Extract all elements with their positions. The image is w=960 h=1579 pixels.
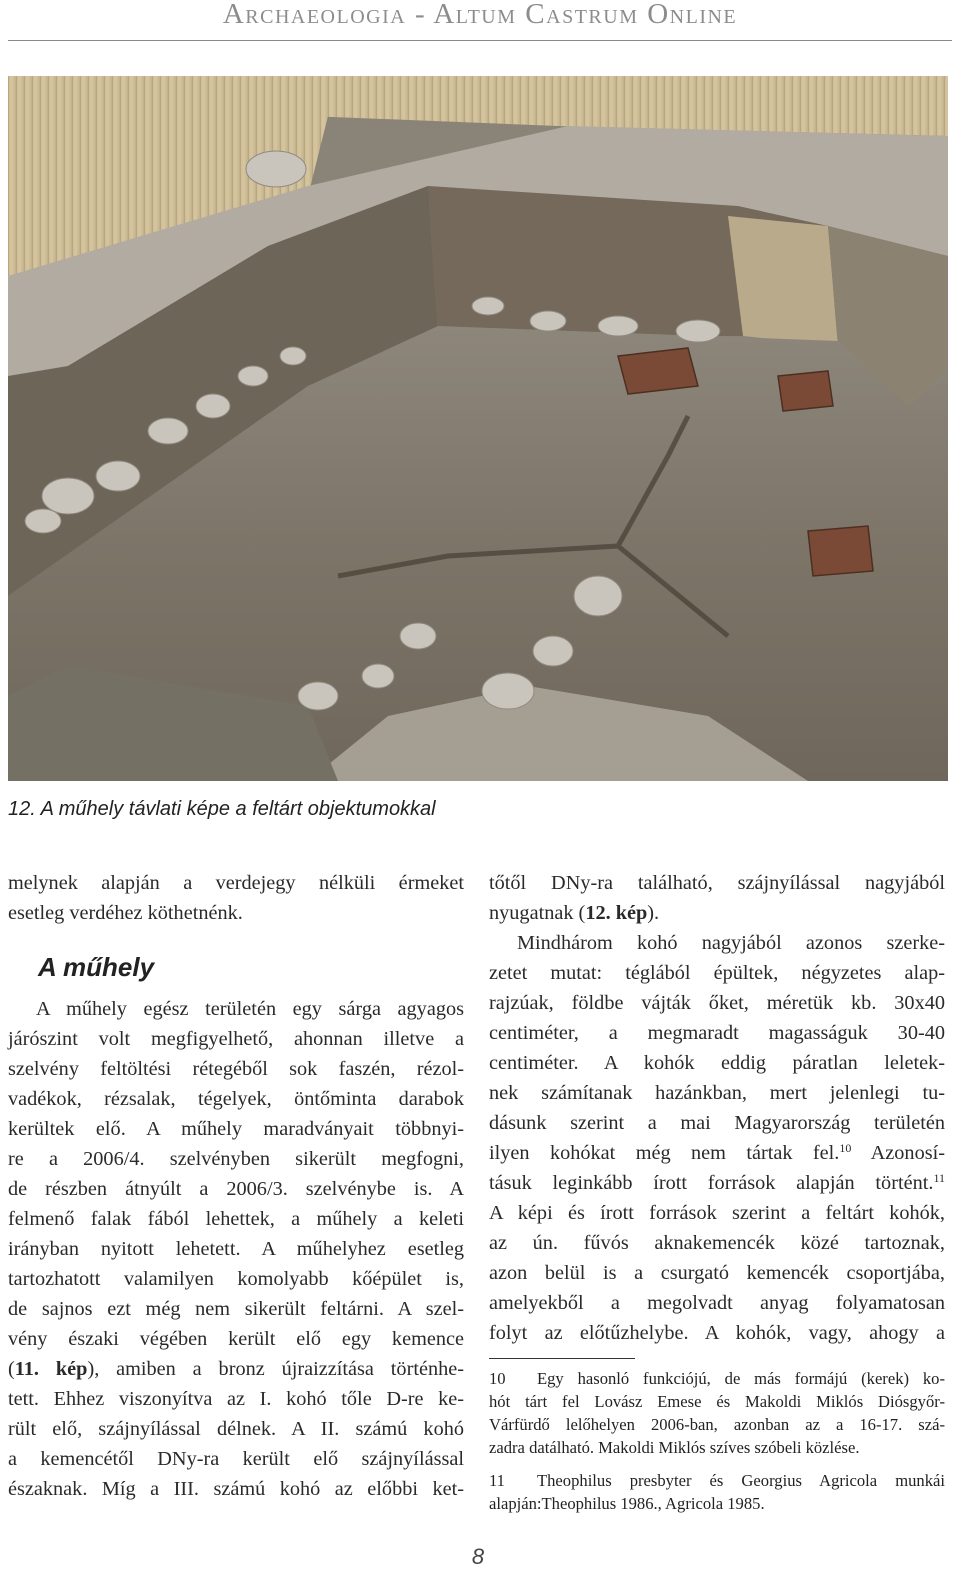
body-line: az ún. fűvós aknakemencék közé tartoznak, (489, 1232, 945, 1254)
body-line: dásunk szerint a mai Magyarország területén (489, 1112, 945, 1134)
footnote (489, 1367, 945, 1459)
page-number: 8 (471, 1544, 485, 1569)
excavation-photo (8, 76, 948, 781)
body-line: vadékok, rézsalak, tégelyek, öntőminta darabok (8, 1088, 464, 1110)
body-line: melynek alapján a verdejegy nélküli érmeket (8, 872, 464, 894)
body-line: rajzúak, földbe vájták őket, méretük kb. 30x40 (489, 992, 945, 1014)
footnote-line: Várfürdő lelőhelyen 2006-ban, azonban az a 16-17. szá- (489, 1415, 945, 1434)
body-line: rült elő, szájnyílással délnek. A II. számú kohó (8, 1418, 464, 1440)
body-line: felmenő falak fából lehettek, a műhely a keleti (8, 1208, 464, 1230)
body-line: azon belül is a csurgató kemencék csoportjába, (489, 1262, 945, 1284)
footnote-text: Egy hasonló funkciójú, de más formájú (kerek) ko- (537, 1369, 945, 1388)
footnote-line: hót tárt fel Lovász Emese és Makoldi Miklós Diósgyőr- (489, 1392, 945, 1411)
body-line: ilyen kohókat még nem tártak fel.$^{10}$ Azonosí- (489, 1141, 945, 1164)
figure-caption: 12. A műhely távlati képe a feltárt objektumokkal (8, 798, 436, 820)
body-line: nek számítanak hazánkban, mert jelenlegi tu- (489, 1082, 945, 1104)
body-line: esetleg verdéhez köthetnénk. (8, 902, 243, 924)
body-line: kerültek elő. A műhely maradványait többnyi- (8, 1118, 464, 1140)
body-line: tőtől DNy-ra található, szájnyílással nagyjából (489, 872, 945, 894)
footnote-line: alapján:Theophilus 1986., Agricola 1985. (489, 1494, 765, 1513)
footnote-line: zadra datálható. Makoldi Miklós szíves szóbeli közlése. (489, 1438, 860, 1457)
footnote-number: 11 (489, 1471, 505, 1490)
footnotes (489, 1367, 945, 1525)
body-line: vény északi végében került elő egy kemence (8, 1328, 464, 1350)
footnote-text: Theophilus presbyter és Georgius Agricola munkái (537, 1471, 945, 1490)
footnote-line (489, 1469, 945, 1492)
body-line: nyugatnak (12. kép). (489, 902, 660, 924)
journal-title: Archaeologia - Altum Castrum Online (222, 0, 738, 30)
header-divider (8, 40, 952, 41)
body-line: Mindhárom kohó nagyjából azonos szerke- (517, 932, 945, 954)
body-line: zetet mutat: téglából épültek, négyzetes alap- (489, 962, 945, 984)
section-heading: A műhely (38, 952, 155, 982)
page-header (0, 0, 960, 28)
body-line: tásuk leginkább írott források alapján történt.$^{11}$ (489, 1171, 945, 1194)
body-line: járószint volt megfigyelhető, ahonnan illetve a (8, 1028, 464, 1050)
body-line: (11. kép), amiben a bronz újraizzítása történhe- (8, 1358, 464, 1380)
body-line: szelvény feltöltési rétegéből sok faszén, rézol- (8, 1058, 464, 1080)
body-line: folyt az előtűzhelybe. A kohók, vagy, ahogy a (489, 1322, 945, 1344)
excavation-photo-drawing (8, 76, 948, 781)
body-line: de sajnos ezt még nem sikerült feltárni. A szel- (8, 1298, 464, 1320)
body-line: irányban nyitott lehetett. A műhelyhez esetleg (8, 1238, 464, 1260)
footnote-number: 10 (489, 1369, 506, 1388)
footnote-divider (489, 1358, 635, 1359)
body-line: északnak. Míg a III. számú kohó az előbbi ket- (8, 1478, 464, 1500)
right-column (489, 868, 945, 1348)
body-line: a kemencétől DNy-ra került elő szájnyílással (8, 1448, 464, 1470)
footnote-line (489, 1367, 945, 1390)
body-line: centiméter, a megmaradt magasságuk 30-40 (489, 1022, 945, 1044)
body-line: amelyekből a megolvadt anyag folyamatosan (489, 1292, 945, 1314)
left-column (8, 868, 464, 1504)
body-line: tett. Ehhez viszonyítva az I. kohó tőle D-re ke- (8, 1388, 464, 1410)
body-line: tartozhatott valamilyen komolyabb kőépület is, (8, 1268, 464, 1290)
body-line: centiméter. A kohók eddig páratlan leletek- (489, 1052, 945, 1074)
body-line: re a 2006/4. szelvényben sikerült megfogni, (8, 1148, 464, 1170)
body-line: A képi és írott források szerint a feltárt kohók, (489, 1202, 945, 1224)
body-line: de részben átnyúlt a 2006/3. szelvénybe is. A (8, 1178, 464, 1200)
body-line: A műhely egész területén egy sárga agyagos (36, 998, 464, 1020)
footnote (489, 1469, 945, 1515)
